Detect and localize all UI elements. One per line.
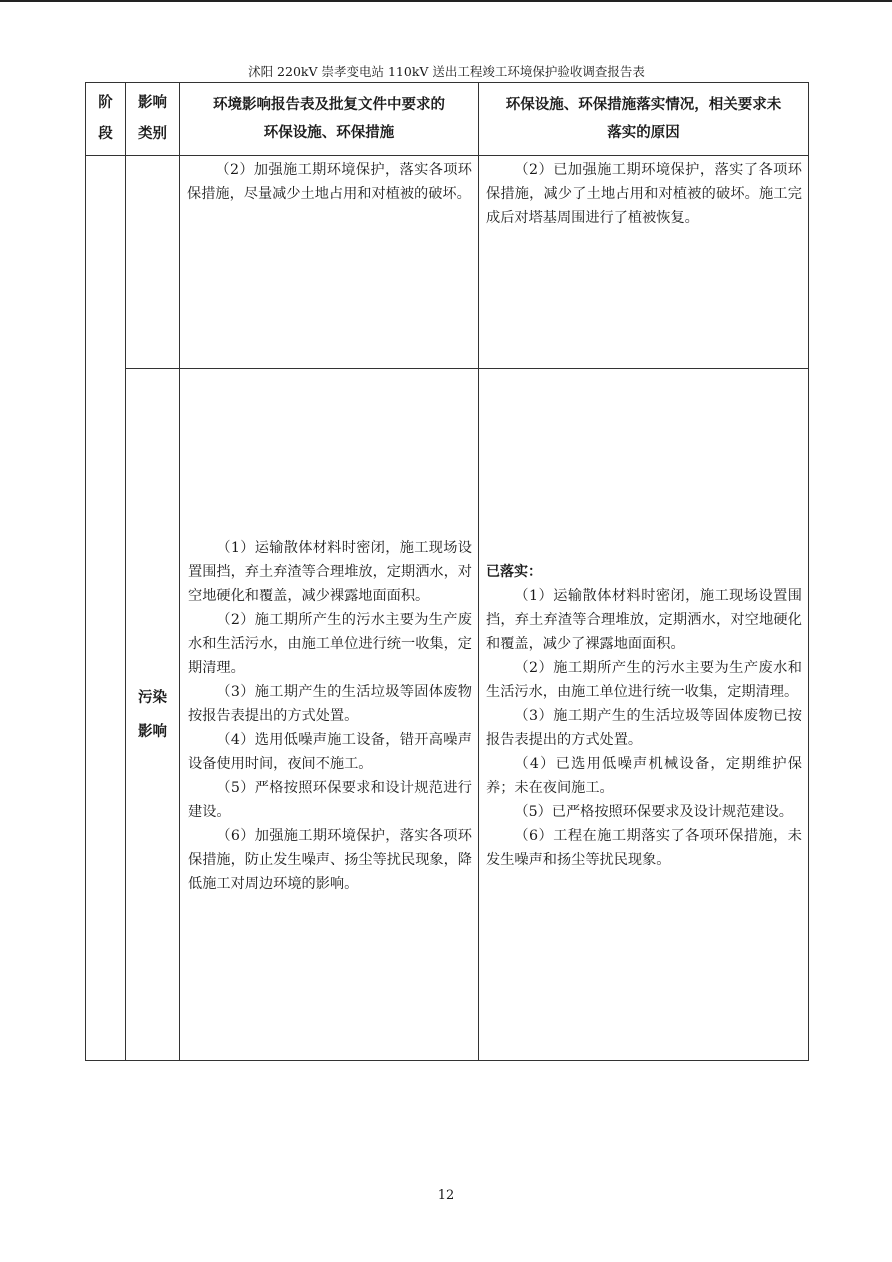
requirement-item: （5）严格按照环保要求和设计规范进行建设。 [188, 779, 472, 820]
stage-header-line2: 段 [98, 126, 113, 142]
impact-type-header-line2: 类别 [138, 126, 167, 142]
implementation-item: （2）施工期所产生的污水主要为生产废水和生活污水，由施工单位进行统一收集，定期清理。 [486, 659, 802, 700]
implementation-status-title: 已落实： [486, 563, 542, 580]
implementation-item: （3）施工期产生的生活垃圾等固体废物已按报告表提出的方式处置。 [486, 707, 802, 748]
requirements-header-line1: 环境影响报告表及批复文件中要求的 [213, 97, 445, 113]
requirement-item: （3）施工期产生的生活垃圾等固体废物按报告表提出的方式处置。 [188, 683, 472, 724]
requirement-item: （2）施工期所产生的污水主要为生产废水和生活污水，由施工单位进行统一收集，定期清理。 [188, 611, 472, 676]
requirement-item: （6）加强施工期环境保护，落实各项环保措施，防止发生噪声、扬尘等扰民现象，降低施工对周边环境的影响。 [188, 827, 472, 892]
document-header: 沭阳 220kV 崇孝变电站 110kV 送出工程竣工环境保护验收调查报告表 [248, 64, 645, 79]
page-number: 12 [437, 1188, 455, 1203]
stage-header [86, 83, 126, 156]
implementation-header [479, 83, 809, 156]
page-top-rule [0, 0, 892, 2]
requirements-header [180, 83, 479, 156]
requirement-item: （4）选用低噪声施工设备，错开高噪声设备使用时间，夜间不施工。 [188, 731, 472, 772]
acceptance-table [85, 82, 809, 1061]
implementation-header-line2: 落实的原因 [607, 125, 680, 141]
impact-type-header [126, 83, 180, 156]
acceptance-table-container [85, 82, 808, 1061]
stage-cell [86, 156, 126, 1061]
requirement-item: （1）运输散体材料时密闭，施工现场设置围挡，弃土弃渣等合理堆放，定期洒水，对空地硬化和覆盖，减少裸露地面面积。 [188, 539, 472, 604]
implementation-item: （1）运输散体材料时密闭，施工现场设置围挡，弃土弃渣等合理堆放，定期洒水，对空地硬化和覆盖，减少了裸露地面面积。 [486, 587, 802, 652]
impact-type-line1: 污染 [138, 689, 167, 706]
impact-type-cell [126, 369, 180, 1061]
implementation-item: （6）工程在施工期落实了各项环保措施，未发生噪声和扬尘等扰民现象。 [486, 827, 802, 868]
impact-type-cell [126, 156, 180, 369]
table-row [86, 156, 809, 369]
implementation-item: （4）已选用低噪声机械设备，定期维护保养；未在夜间施工。 [486, 755, 802, 796]
stage-header-line1: 阶 [98, 95, 113, 111]
implementation-cell [479, 369, 809, 1061]
table-header-row [86, 83, 809, 156]
impact-type-line2: 影响 [138, 723, 167, 740]
implementation-header-line1: 环保设施、环保措施落实情况，相关要求未 [505, 97, 782, 113]
requirements-cell [180, 369, 479, 1061]
requirements-header-line2: 环保设施、环保措施 [263, 125, 395, 141]
implementation-item: （5）已严格按照环保要求及设计规范建设。 [514, 803, 793, 820]
table-row [86, 369, 809, 1061]
implementation-item: （2）已加强施工期环境保护，落实了各项环保措施，减少了土地占用和对植被的破坏。施工完成后对塔基周围进行了植被恢复。 [486, 162, 802, 226]
implementation-cell [479, 156, 809, 369]
impact-type-header-line1: 影响 [138, 95, 167, 111]
requirements-cell [180, 156, 479, 369]
requirement-item: （2）加强施工期环境保护，落实各项环保措施，尽量减少土地占用和对植被的破坏。 [187, 162, 472, 202]
